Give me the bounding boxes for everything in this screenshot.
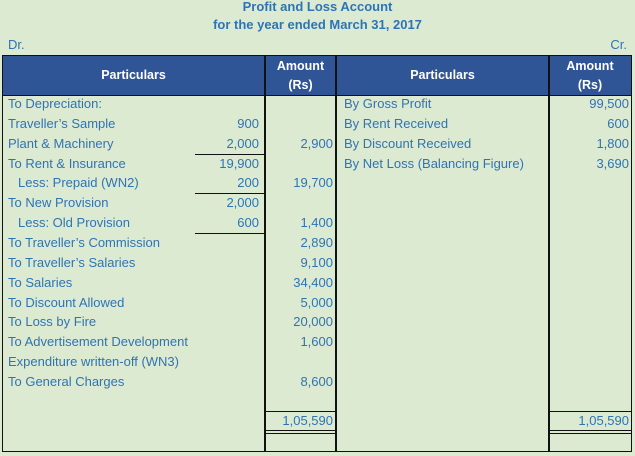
debit-amount: 2,900 (300, 135, 333, 151)
total-line (549, 411, 631, 412)
header-amount-left-line2: (Rs) (288, 77, 313, 92)
table-header (3, 56, 631, 96)
subtotal-underline (195, 154, 264, 155)
credit-label: Cr. (610, 37, 627, 52)
debit-sub-amount: 2,000 (226, 195, 259, 211)
credit-amount: 99,500 (589, 96, 629, 111)
debit-particular: Less: Old Provision (18, 215, 130, 231)
debit-amount: 9,100 (300, 254, 333, 270)
total-debit: 1,05,590 (282, 413, 333, 428)
debit-particular: To General Charges (8, 373, 125, 389)
debit-sub-amount: 19,900 (219, 155, 259, 171)
credit-particular: By Gross Profit (344, 96, 432, 111)
header-amount-left-line1: Amount (276, 58, 325, 73)
credit-amount: 600 (607, 115, 629, 131)
double-line (265, 430, 335, 434)
debit-particular: Plant & Machinery (8, 135, 114, 151)
debit-amount: 5,000 (300, 294, 333, 310)
debit-particular: Traveller’s Sample (8, 115, 116, 131)
debit-sub-amount: 600 (237, 215, 259, 231)
debit-particular: To Discount Allowed (8, 294, 125, 310)
divider (335, 56, 337, 451)
account-title: Profit and Loss Account (242, 0, 393, 14)
credit-particular: By Discount Received (344, 135, 472, 151)
header-particulars-left: Particulars (101, 68, 166, 82)
debit-amount: 2,890 (300, 234, 333, 250)
credit-amount: 3,690 (596, 155, 629, 171)
debit-particular: To Salaries (8, 274, 73, 290)
subtotal-underline (195, 193, 264, 194)
header-amount-right-line2: (Rs) (577, 77, 603, 92)
credit-particular: By Net Loss (Balancing Figure) (344, 155, 524, 171)
debit-particular: Expenditure written-off (WN3) (8, 354, 179, 370)
debit-label: Dr. (8, 37, 25, 52)
debit-particular: To Rent & Insurance (8, 155, 126, 171)
account-table (2, 55, 632, 452)
debit-particular: To Depreciation: (8, 96, 102, 111)
debit-particular: To New Provision (8, 195, 109, 211)
header-amount-right (549, 56, 631, 95)
header-amount-left (265, 56, 336, 95)
total-credit: 1,05,590 (578, 413, 629, 428)
debit-amount: 20,000 (293, 314, 333, 330)
debit-particular: To Advertisement Development (8, 334, 188, 350)
debit-sub-amount: 2,000 (226, 135, 259, 151)
debit-sub-amount: 900 (237, 115, 259, 131)
subtotal-underline (195, 233, 264, 234)
divider (264, 56, 266, 451)
double-line (549, 430, 631, 434)
debit-particular: To Loss by Fire (8, 314, 97, 330)
debit-amount: 19,700 (293, 175, 333, 191)
header-amount-right-line1: Amount (566, 58, 614, 73)
header-particulars-right: Particulars (410, 68, 475, 82)
debit-particular: To Traveller’s Salaries (8, 254, 136, 270)
debit-amount: 34,400 (293, 274, 333, 290)
debit-sub-amount: 200 (237, 175, 259, 191)
credit-particular: By Rent Received (344, 115, 449, 131)
debit-particular: To Traveller’s Commission (8, 234, 160, 250)
credit-amount: 1,800 (596, 135, 629, 151)
debit-amount: 1,600 (300, 334, 333, 350)
account-subtitle: for the year ended March 31, 2017 (213, 17, 422, 32)
debit-particular: Less: Prepaid (WN2) (18, 175, 139, 191)
debit-amount: 8,600 (300, 373, 333, 389)
debit-amount: 1,400 (300, 215, 333, 231)
total-line (265, 411, 335, 412)
